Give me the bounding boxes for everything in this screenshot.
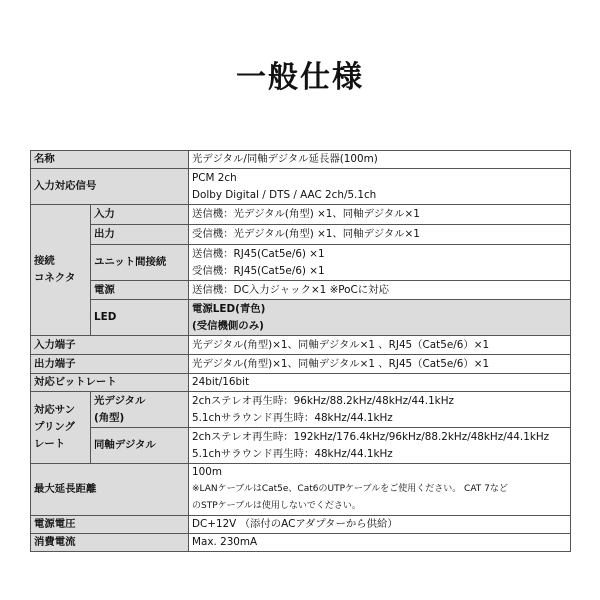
connector-unit-value [189, 245, 571, 281]
sampling-coaxial-line: 5.1chサラウンド再生時：48kHz/44.1kHz [192, 447, 393, 460]
sub-label-power-led [189, 300, 571, 336]
connector-label-line: コネクタ [34, 272, 76, 284]
table-row [31, 151, 571, 169]
row-value-current: Max. 230mA [189, 534, 571, 552]
max-distance-note-line: のSTPケーブルは使用しないでください。 [192, 501, 361, 511]
unit-connection-line: 受信機：RJ45(Cat5e/6) ×1 [192, 264, 325, 277]
row-label-name: 名称 [31, 151, 189, 169]
spec-table [30, 150, 571, 552]
table-row [31, 374, 571, 392]
table-row [31, 355, 571, 374]
sampling-coaxial-line: 2chステレオ再生時：192kHz/176.4kHz/96kHz/88.2kHz/48kHz/44.1kHz [192, 430, 550, 443]
led-sublabel-line: 電源LED(青色) [192, 302, 266, 315]
row-value-bitrate: 24bit/16bit [189, 374, 571, 392]
row-label-bitrate: 対応ビットレート [31, 374, 189, 392]
page-title: 一般仕様 [236, 60, 364, 95]
sampling-optical-value [189, 392, 571, 428]
sampling-optical-line: 5.1chサラウンド再生時：48kHz/44.1kHz [192, 411, 393, 424]
table-row [31, 428, 571, 464]
table-row [31, 281, 571, 300]
row-label-sampling [31, 392, 91, 464]
sub-label-output: 出力 [91, 225, 189, 245]
row-label-current: 消費電流 [31, 534, 189, 552]
optical-label-line: (角型) [94, 411, 125, 424]
row-label-led: LED [91, 300, 189, 336]
row-label-output-terminal: 出力端子 [31, 355, 189, 374]
sampling-label-line: プリング [34, 421, 75, 433]
max-distance-line: 100m [192, 466, 222, 478]
connector-output-value: 受信機：光デジタル(角型) ×1、同軸デジタル×1 [189, 225, 571, 245]
sub-label-power: 電源 [91, 281, 189, 300]
optical-label-line: 光デジタル [94, 394, 146, 407]
table-row [31, 245, 571, 281]
table-row [31, 534, 571, 552]
table-row [31, 300, 571, 336]
sub-label-input: 入力 [91, 205, 189, 225]
row-label-voltage: 電源電圧 [31, 516, 189, 534]
table-row [31, 169, 571, 205]
row-label-max-distance: 最大延長距離 [31, 464, 189, 516]
row-value-name: 光デジタル/同軸デジタル延長器(100m) [189, 151, 571, 169]
table-row [31, 336, 571, 355]
sampling-label-line: レート [34, 438, 66, 450]
sampling-coaxial-value [189, 428, 571, 464]
led-sublabel-line: (受信機側のみ) [192, 319, 264, 332]
sub-label-unit-connection: ユニット間接続 [91, 245, 189, 281]
input-signal-line: PCM 2ch [192, 171, 237, 184]
sub-label-coaxial: 同軸デジタル [91, 428, 189, 464]
table-row [31, 225, 571, 245]
unit-connection-line: 送信機：RJ45(Cat5e/6) ×1 [192, 247, 325, 260]
sampling-optical-line: 2chステレオ再生時：96kHz/88.2kHz/48kHz/44.1kHz [192, 394, 454, 407]
max-distance-note-line: ※LANケーブルはCat5e、Cat6のUTPケーブルをご使用ください。 CAT 7など [192, 484, 508, 494]
input-signal-line: Dolby Digital / DTS / AAC 2ch/5.1ch [192, 188, 377, 201]
table-row [31, 392, 571, 428]
row-value-voltage: DC+12V （添付のACアダプターから供給） [189, 516, 571, 534]
sampling-label-line: 対応サン [34, 404, 76, 416]
connector-label-line: 接続 [34, 255, 55, 267]
table-row [31, 205, 571, 225]
row-value-output-terminal: 光デジタル(角型)×1、同軸デジタル×1 、RJ45（Cat5e/6）×1 [189, 355, 571, 374]
row-label-connector [31, 205, 91, 336]
row-value-input-signal [189, 169, 571, 205]
table-row [31, 516, 571, 534]
table-row [31, 464, 571, 516]
row-label-input-terminal: 入力端子 [31, 336, 189, 355]
sub-label-optical [91, 392, 189, 428]
connector-input-value: 送信機：光デジタル(角型) ×1、同軸デジタル×1 [189, 205, 571, 225]
row-label-input-signal: 入力対応信号 [31, 169, 189, 205]
row-value-input-terminal: 光デジタル(角型)×1、同軸デジタル×1 、RJ45（Cat5e/6）×1 [189, 336, 571, 355]
row-value-max-distance [189, 464, 571, 516]
connector-power-value: 送信機：DC入力ジャック×1 ※PoCに対応 [189, 281, 571, 300]
